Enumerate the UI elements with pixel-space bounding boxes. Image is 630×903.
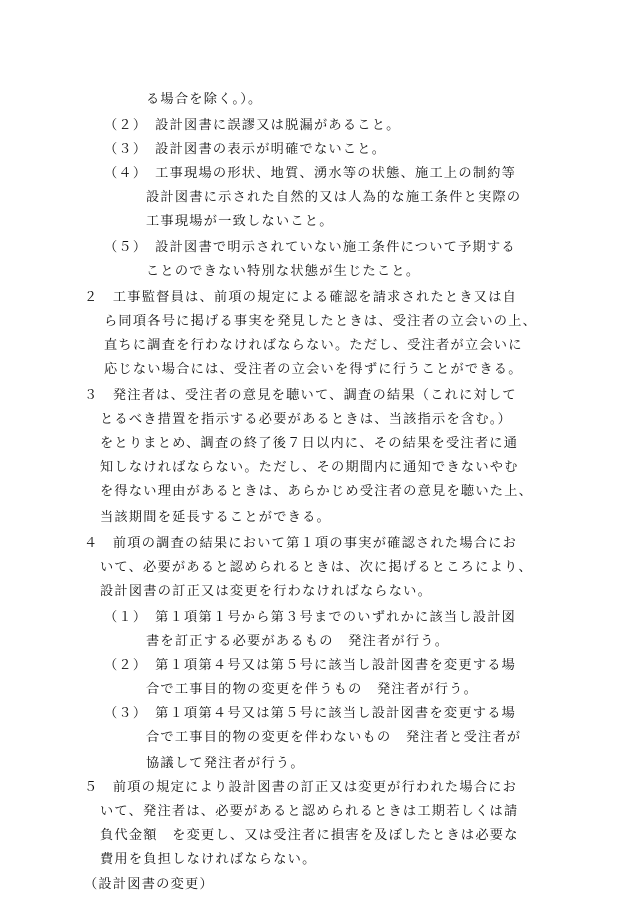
text-line: いて、発注者は、必要があると認められるときは工期若しくは請 [100,804,519,819]
text-line: ３ 発注者は、受注者の意見を聴いて、調査の結果（これに対して [84,388,517,403]
text-line: 応じない場合には、受注者の立会いを得ずに行うことができる。 [104,362,523,377]
text-line: る場合を除く。）。 [146,92,263,107]
text-line: （５） 設計図書で明示されていない施工条件について予期する [104,240,516,255]
text-line: 合で工事目的物の変更を伴わないもの 発注者と受注者が [146,730,522,745]
text-line: ことのできない特別な状態が生じたこと。 [146,264,421,279]
text-line: 費用を負担しなければならない。 [100,852,317,867]
text-line: ５ 前項の規定により設計図書の訂正又は変更が行われた場合にお [84,780,518,795]
text-line: ４ 前項の調査の結果において第１項の事実が確認された場合にお [84,536,518,551]
section-heading: （設計図書の変更） [84,877,214,892]
text-line: 当該期間を延長することができる。 [100,510,331,525]
text-line: 知しなければならない。ただし、その期間内に通知できないやむ [100,460,519,475]
text-line: 直ちに調査を行わなければならない。ただし、受注者が立会いに [104,338,523,353]
text-line: をとりまとめ、調査の終了後７日以内に、その結果を受注者に通 [100,436,519,451]
text-line: 負代金額 を変更し、又は受注者に損害を及ぼしたときは必要な [100,828,519,843]
text-line: 書を訂正する必要があるもの 発注者が行う。 [146,634,450,649]
text-line: （２） 設計図書に誤謬又は脱漏があること。 [104,118,401,133]
text-line: （２） 第１項第４号又は第５号に該当し設計図書を変更する場 [104,658,517,673]
text-line: （１） 第１項第１号から第３号までのいずれかに該当し設計図 [104,610,517,625]
text-line: 工事現場が一致しないこと。 [146,214,334,229]
text-line: （４） 工事現場の形状、地質、湧水等の状態、施工上の制約等 [104,166,517,181]
text-line: 設計図書の訂正又は変更を行わなければならない。 [100,584,433,599]
text-line: ら同項各号に掲げる事実を発見したときは、受注者の立会いの上、 [104,314,538,329]
text-line: 合で工事目的物の変更を伴うもの 発注者が行う。 [146,682,479,697]
text-line: とるべき措置を指示する必要があるときは、当該指示を含む。） [100,412,513,427]
text-line: （３） 設計図書の表示が明確でないこと。 [104,142,387,157]
text-line: いて、必要があると認められるときは、次に掲げるところにより、 [100,560,533,575]
text-line: 設計図書に示された自然的又は人為的な施工条件と実際の [146,190,522,205]
text-line: を得ない理由があるときは、あらかじめ受注者の意見を聴いた上、 [100,484,534,499]
text-line: ２ 工事監督員は、前項の規定による確認を請求されたとき又は自 [84,290,518,305]
text-line: 協議して発注者が行う。 [146,756,305,771]
text-line: （３） 第１項第４号又は第５号に該当し設計図書を変更する場 [104,706,517,721]
